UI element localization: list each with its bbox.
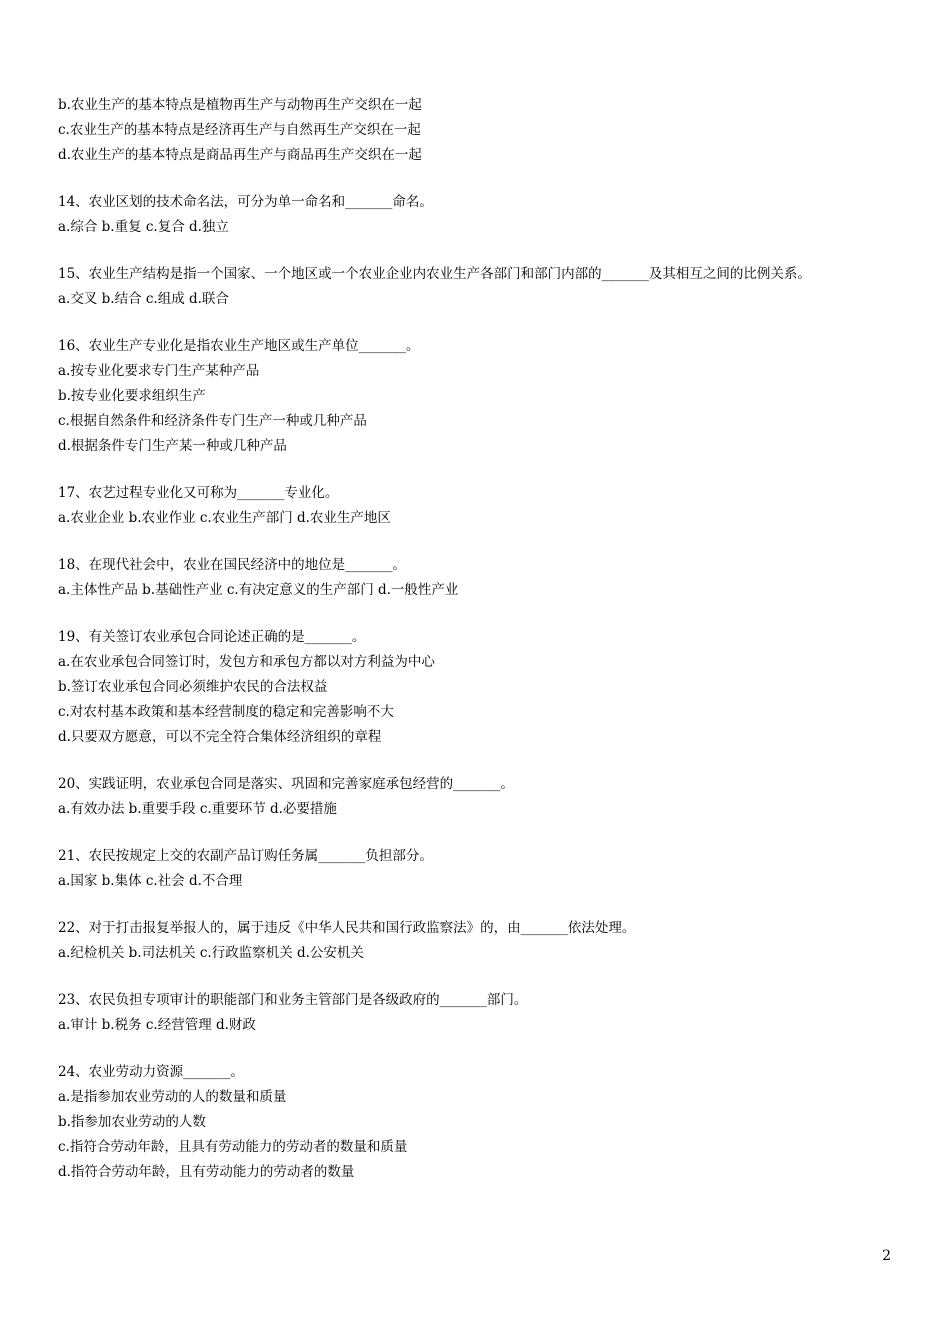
question-text: 14、农业区划的技术命名法，可分为单一命名和_______命名。 xyxy=(58,194,433,210)
question-text: 23、农民负担专项审计的职能部门和业务主管部门是各级政府的_______部门。 xyxy=(58,992,528,1008)
question-block xyxy=(58,916,918,966)
document-page xyxy=(58,93,918,1207)
question-block xyxy=(58,262,918,312)
question-text: 22、对于打击报复举报人的，属于违反《中华人民共和国行政监察法》的，由_______依法处理。 xyxy=(58,920,636,936)
question-text: 24、农业劳动力资源_______。 xyxy=(58,1064,244,1080)
answer-options: a.交叉 b.结合 c.组成 d.联合 xyxy=(58,291,229,307)
answer-options: b.农业生产的基本特点是植物再生产与动物再生产交织在一起 xyxy=(58,97,422,113)
question-block xyxy=(58,93,918,168)
answer-options: a.国家 b.集体 c.社会 d.不合理 xyxy=(58,873,243,889)
answer-options: c.农业生产的基本特点是经济再生产与自然再生产交织在一起 xyxy=(58,122,421,138)
answer-options: a.主体性产品 b.基础性产业 c.有决定意义的生产部门 d.一般性产业 xyxy=(58,582,459,598)
question-text: 19、有关签订农业承包合同论述正确的是_______。 xyxy=(58,629,366,645)
question-text: 16、农业生产专业化是指农业生产地区或生产单位_______。 xyxy=(58,338,420,354)
answer-options: b.指参加农业劳动的人数 xyxy=(58,1114,206,1130)
question-block xyxy=(58,1060,918,1185)
question-block xyxy=(58,190,918,240)
question-text: 20、实践证明，农业承包合同是落实、巩固和完善家庭承包经营的_______。 xyxy=(58,776,514,792)
question-text: 17、农艺过程专业化又可称为_______专业化。 xyxy=(58,485,339,501)
question-block xyxy=(58,553,918,603)
question-block xyxy=(58,988,918,1038)
answer-options: a.按专业化要求专门生产某种产品 xyxy=(58,363,260,379)
answer-options: d.根据条件专门生产某一种或几种产品 xyxy=(58,438,287,454)
question-block xyxy=(58,772,918,822)
question-text: 18、在现代社会中，农业在国民经济中的地位是_______。 xyxy=(58,557,406,573)
answer-options: c.指符合劳动年龄，且具有劳动能力的劳动者的数量和质量 xyxy=(58,1139,408,1155)
question-text: 15、农业生产结构是指一个国家、一个地区或一个农业企业内农业生产各部门和部门内部的_______及其相互之间的比例关系。 xyxy=(58,266,811,282)
answer-options: a.有效办法 b.重要手段 c.重要环节 d.必要措施 xyxy=(58,801,337,817)
answer-options: d.农业生产的基本特点是商品再生产与商品再生产交织在一起 xyxy=(58,147,422,163)
answer-options: b.签订农业承包合同必须维护农民的合法权益 xyxy=(58,679,328,695)
answer-options: b.按专业化要求组织生产 xyxy=(58,388,206,404)
answer-options: c.根据自然条件和经济条件专门生产一种或几种产品 xyxy=(58,413,367,429)
answer-options: d.指符合劳动年龄，且有劳动能力的劳动者的数量 xyxy=(58,1164,355,1180)
answer-options: a.综合 b.重复 c.复合 d.独立 xyxy=(58,219,229,235)
answer-options: d.只要双方愿意，可以不完全符合集体经济组织的章程 xyxy=(58,729,382,745)
question-text: 21、农民按规定上交的农副产品订购任务属_______负担部分。 xyxy=(58,848,433,864)
answer-options: a.农业企业 b.农业作业 c.农业生产部门 d.农业生产地区 xyxy=(58,510,391,526)
answer-options: a.审计 b.税务 c.经营管理 d.财政 xyxy=(58,1017,256,1033)
answer-options: a.是指参加农业劳动的人的数量和质量 xyxy=(58,1089,287,1105)
answer-options: a.纪检机关 b.司法机关 c.行政监察机关 d.公安机关 xyxy=(58,945,364,961)
question-block xyxy=(58,334,918,459)
question-block xyxy=(58,625,918,750)
answer-options: c.对农村基本政策和基本经营制度的稳定和完善影响不大 xyxy=(58,704,394,720)
answer-options: a.在农业承包合同签订时，发包方和承包方都以对方利益为中心 xyxy=(58,654,435,670)
question-list xyxy=(58,93,918,1185)
question-block xyxy=(58,481,918,531)
question-block xyxy=(58,844,918,894)
page-number: 2 xyxy=(882,1248,891,1264)
